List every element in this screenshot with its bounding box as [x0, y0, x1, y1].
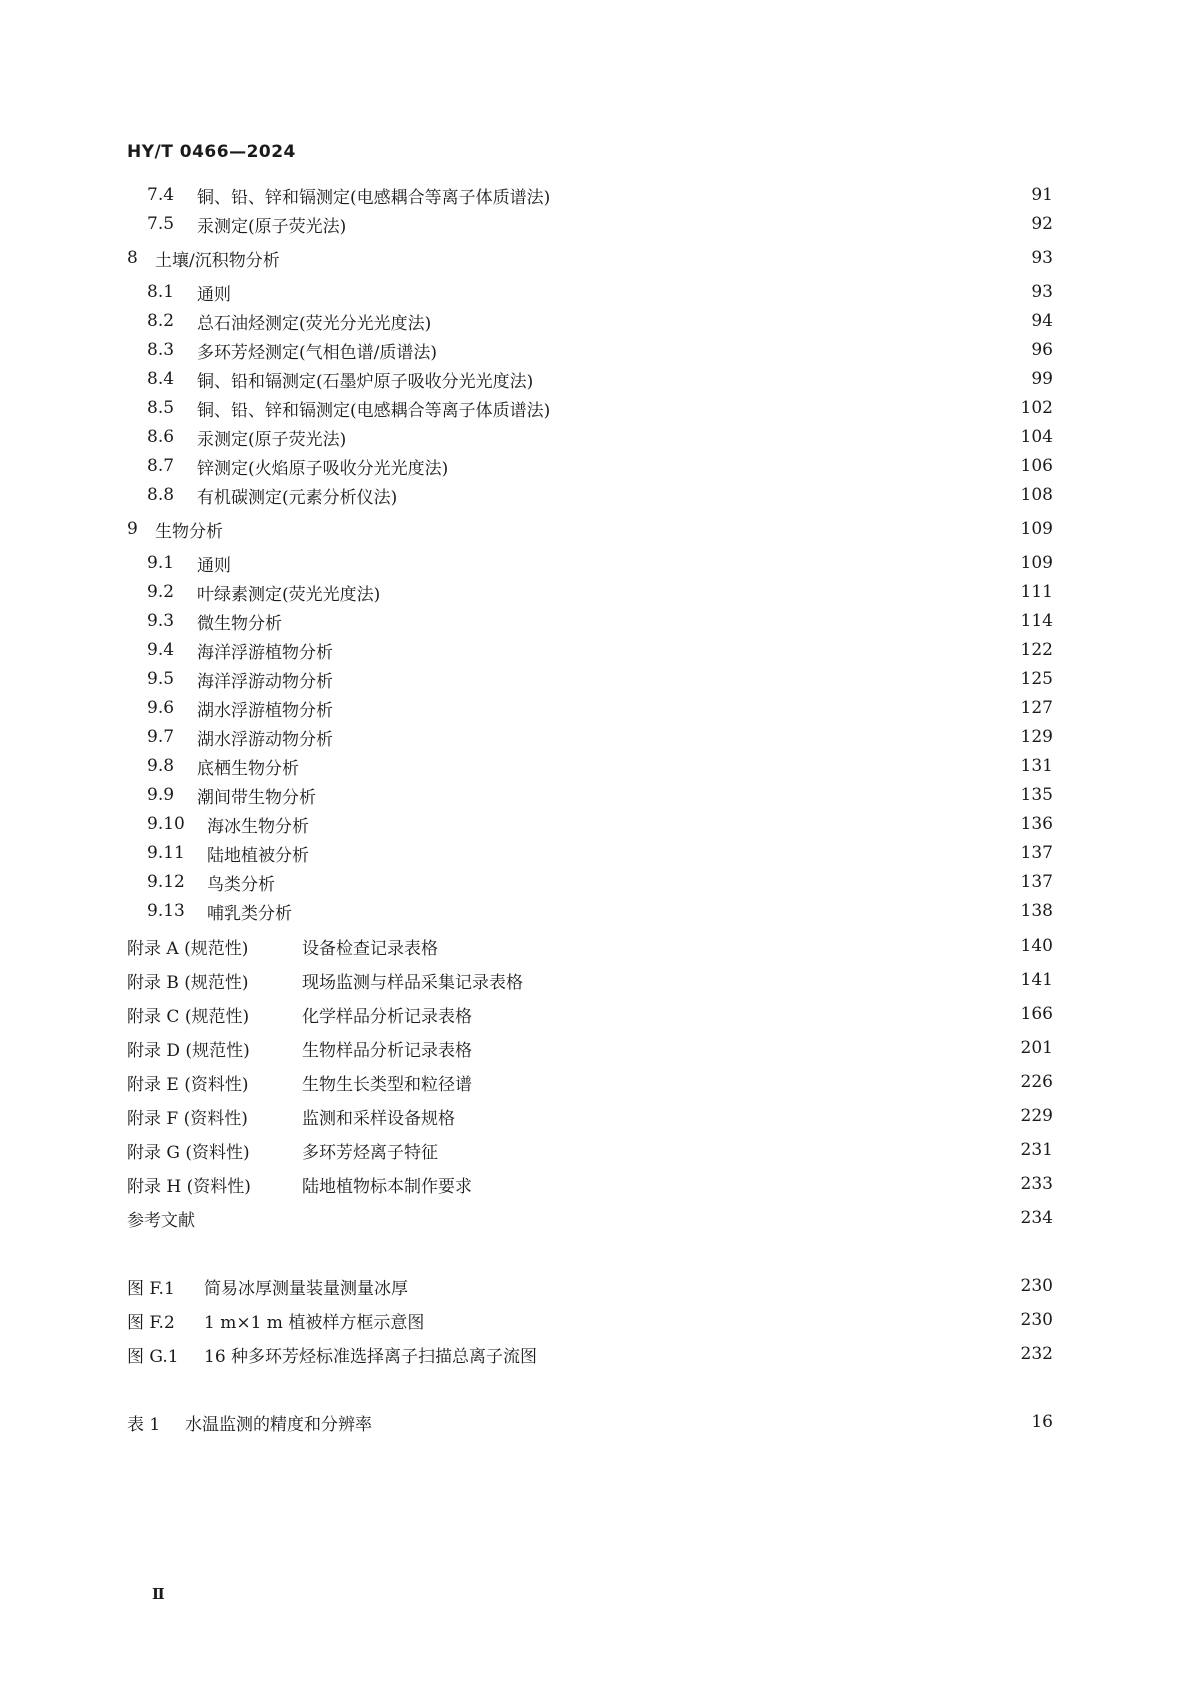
toc-figure-g1[interactable] — [127, 1342, 1053, 1366]
dot-leader — [380, 1410, 1017, 1434]
toc-entry-8-8[interactable] — [147, 483, 1053, 507]
page-number: 166 — [1020, 1004, 1053, 1024]
section-title: 湖水浮游动物分析 — [197, 729, 333, 750]
appendix-title: 现场监测与样品采集记录表格 — [302, 972, 523, 993]
page-number: 141 — [1020, 970, 1053, 990]
section-number: 8.4 — [147, 369, 175, 389]
section-number: 7.4 — [147, 185, 175, 205]
section-title: 底栖生物分析 — [197, 758, 299, 779]
page-number: 226 — [1020, 1072, 1053, 1092]
toc-entry-9-9[interactable] — [147, 783, 1053, 807]
section-title: 汞测定(原子荧光法) — [197, 216, 347, 237]
section-title: 海洋浮游植物分析 — [197, 642, 333, 663]
page-number: 93 — [1031, 248, 1053, 268]
page-number: 231 — [1020, 1140, 1053, 1160]
page-number: 201 — [1020, 1038, 1053, 1058]
section-number: 9.12 — [147, 872, 185, 892]
toc-entry-9-13[interactable] — [147, 899, 1053, 923]
section-title: 通则 — [197, 555, 231, 576]
toc-appendix-b[interactable] — [127, 968, 1053, 992]
dot-leader — [405, 483, 1014, 507]
section-title: 总石油烃测定(荧光分光光度法) — [197, 313, 432, 334]
dot-leader — [480, 1172, 1015, 1196]
section-title: 锌测定(火焰原子吸收分光光度法) — [197, 458, 449, 479]
dot-leader — [545, 1342, 1015, 1366]
section-title: 鸟类分析 — [207, 874, 275, 895]
page-number: 102 — [1020, 398, 1053, 418]
dot-leader — [307, 754, 1015, 778]
page-number: 229 — [1020, 1106, 1053, 1126]
section-number: 8.8 — [147, 485, 175, 505]
dot-leader — [283, 870, 1015, 894]
chapter-number: 9 — [127, 519, 138, 539]
dot-leader — [239, 280, 1017, 304]
toc-figure-f2[interactable] — [127, 1308, 1053, 1332]
appendix-title: 陆地植物标本制作要求 — [302, 1176, 472, 1197]
appendix-title: 监测和采样设备规格 — [302, 1108, 455, 1129]
section-title: 陆地植被分析 — [207, 845, 309, 866]
toc-appendix-h[interactable] — [127, 1172, 1053, 1196]
toc-appendix-f[interactable] — [127, 1104, 1053, 1128]
section-number: 7.5 — [147, 214, 175, 234]
dot-leader — [300, 899, 1015, 923]
page-number: 91 — [1031, 185, 1053, 205]
toc-appendix-e[interactable] — [127, 1070, 1053, 1094]
dot-leader — [432, 1308, 1014, 1332]
section-number: 8.6 — [147, 427, 175, 447]
section-title: 微生物分析 — [197, 613, 282, 634]
dot-leader — [239, 551, 1015, 575]
dot-leader — [288, 246, 1017, 270]
section-title: 海冰生物分析 — [207, 816, 309, 837]
page-number: 111 — [1020, 582, 1053, 602]
section-number: 9.6 — [147, 698, 175, 718]
section-title: 潮间带生物分析 — [197, 787, 316, 808]
page-number: 109 — [1020, 519, 1053, 539]
section-number: 8.5 — [147, 398, 175, 418]
toc-entry-9-4[interactable] — [147, 638, 1053, 662]
page-number: 234 — [1020, 1208, 1053, 1228]
section-number: 8.1 — [147, 282, 175, 302]
dot-leader — [456, 454, 1014, 478]
dot-leader — [558, 183, 1017, 207]
section-title: 叶绿素测定(荧光光度法) — [197, 584, 381, 605]
page-number: 137 — [1020, 872, 1053, 892]
toc-appendix-a[interactable] — [127, 934, 1053, 958]
toc-entry-8-2[interactable] — [147, 309, 1053, 333]
section-title: 铜、铅、锌和镉测定(电感耦合等离子体质谱法) — [197, 400, 551, 421]
page-number: 104 — [1020, 427, 1053, 447]
figure-title: 16 种多环芳烃标准选择离子扫描总离子流图 — [204, 1346, 538, 1367]
page-number: 99 — [1031, 369, 1053, 389]
toc-entry-9-6[interactable] — [147, 696, 1053, 720]
dot-leader — [324, 783, 1015, 807]
dot-leader — [203, 1206, 1015, 1230]
section-title: 通则 — [197, 284, 231, 305]
section-title: 铜、铅、锌和镉测定(电感耦合等离子体质谱法) — [197, 187, 551, 208]
toc-appendix-d[interactable] — [127, 1036, 1053, 1060]
section-number: 9.4 — [147, 640, 175, 660]
page-number: 94 — [1031, 311, 1053, 331]
appendix-title: 生物样品分析记录表格 — [302, 1040, 472, 1061]
page-number: 109 — [1020, 553, 1053, 573]
section-number: 9.11 — [147, 843, 185, 863]
appendix-title: 化学样品分析记录表格 — [302, 1006, 472, 1027]
page-number: 93 — [1031, 282, 1053, 302]
dot-leader — [416, 1274, 1015, 1298]
page-number: 108 — [1020, 485, 1053, 505]
dot-leader — [463, 1104, 1015, 1128]
dot-leader — [341, 725, 1015, 749]
page-number: 138 — [1020, 901, 1053, 921]
appendix-label: 附录 H (资料性) — [127, 1176, 251, 1197]
page-number: 106 — [1020, 456, 1053, 476]
toc-entry-7-4[interactable] — [147, 183, 1053, 207]
dot-leader — [558, 396, 1014, 420]
page-number: 129 — [1020, 727, 1053, 747]
references-title: 参考文献 — [127, 1210, 195, 1231]
page-number: 230 — [1020, 1276, 1053, 1296]
figure-title: 1 m×1 m 植被样方框示意图 — [204, 1312, 425, 1333]
toc-entry-8-7[interactable] — [147, 454, 1053, 478]
appendix-label: 附录 F (资料性) — [127, 1108, 248, 1129]
toc-entry-9-10[interactable] — [147, 812, 1053, 836]
document-code: HY/T 0466—2024 — [127, 142, 296, 162]
appendix-label: 附录 D (规范性) — [127, 1040, 250, 1061]
section-number: 9.2 — [147, 582, 175, 602]
section-title: 多环芳烃测定(气相色谱/质谱法) — [197, 342, 437, 363]
page-number: 135 — [1020, 785, 1053, 805]
section-number: 9.9 — [147, 785, 175, 805]
toc-entry-9-8[interactable] — [147, 754, 1053, 778]
section-title: 有机碳测定(元素分析仪法) — [197, 487, 398, 508]
table-label: 表 1 — [127, 1414, 161, 1435]
figure-title: 简易冰厚测量装量测量冰厚 — [204, 1278, 408, 1299]
section-number: 9.13 — [147, 901, 185, 921]
toc-entry-8-6[interactable] — [147, 425, 1053, 449]
section-number: 9.3 — [147, 611, 175, 631]
figure-label: 图 G.1 — [127, 1346, 179, 1367]
section-number: 8.7 — [147, 456, 175, 476]
dot-leader — [388, 580, 1014, 604]
section-number: 9.10 — [147, 814, 185, 834]
appendix-label: 附录 E (资料性) — [127, 1074, 249, 1095]
toc-entry-9-5[interactable] — [147, 667, 1053, 691]
page-number: 140 — [1020, 936, 1053, 956]
page-number: 96 — [1031, 340, 1053, 360]
toc-references[interactable] — [127, 1206, 1053, 1230]
dot-leader — [354, 212, 1017, 236]
page-number: 230 — [1020, 1310, 1053, 1330]
dot-leader — [531, 968, 1015, 992]
toc-appendix-g[interactable] — [127, 1138, 1053, 1162]
section-number: 8.3 — [147, 340, 175, 360]
page-number: 137 — [1020, 843, 1053, 863]
chapter-title: 生物分析 — [155, 521, 223, 542]
dot-leader — [541, 367, 1017, 391]
page-number: 92 — [1031, 214, 1053, 234]
page-number: 16 — [1031, 1412, 1053, 1432]
dot-leader — [317, 841, 1015, 865]
toc-entry-9-11[interactable] — [147, 841, 1053, 865]
page-number: 136 — [1020, 814, 1053, 834]
dot-leader — [290, 609, 1015, 633]
toc-entry-9-12[interactable] — [147, 870, 1053, 894]
toc-entry-9-7[interactable] — [147, 725, 1053, 749]
toc-chapter-9[interactable] — [127, 517, 1053, 541]
section-number: 9.1 — [147, 553, 175, 573]
appendix-title: 多环芳烃离子特征 — [302, 1142, 438, 1163]
section-number: 8.2 — [147, 311, 175, 331]
figure-label: 图 F.2 — [127, 1312, 175, 1333]
figure-label: 图 F.1 — [127, 1278, 175, 1299]
chapter-title: 土壤/沉积物分析 — [155, 250, 280, 271]
dot-leader — [354, 425, 1014, 449]
toc-table-1[interactable] — [127, 1410, 1053, 1434]
dot-leader — [446, 934, 1015, 958]
toc-figure-f1[interactable] — [127, 1274, 1053, 1298]
dot-leader — [317, 812, 1015, 836]
page-number: 233 — [1020, 1174, 1053, 1194]
section-title: 海洋浮游动物分析 — [197, 671, 333, 692]
chapter-number: 8 — [127, 248, 138, 268]
dot-leader — [341, 696, 1015, 720]
section-title: 湖水浮游植物分析 — [197, 700, 333, 721]
section-number: 9.7 — [147, 727, 175, 747]
appendix-title: 生物生长类型和粒径谱 — [302, 1074, 472, 1095]
dot-leader — [445, 338, 1017, 362]
dot-leader — [439, 309, 1017, 333]
toc-chapter-8[interactable] — [127, 246, 1053, 270]
page-number: 114 — [1020, 611, 1053, 631]
section-title: 哺乳类分析 — [207, 903, 292, 924]
dot-leader — [341, 638, 1015, 662]
toc-entry-8-3[interactable] — [147, 338, 1053, 362]
page-number: 122 — [1020, 640, 1053, 660]
toc-entry-8-5[interactable] — [147, 396, 1053, 420]
dot-leader — [446, 1138, 1015, 1162]
appendix-title: 设备检查记录表格 — [302, 938, 438, 959]
appendix-label: 附录 G (资料性) — [127, 1142, 250, 1163]
appendix-label: 附录 A (规范性) — [127, 938, 249, 959]
dot-leader — [231, 517, 1015, 541]
page-number: 125 — [1020, 669, 1053, 689]
section-title: 铜、铅和镉测定(石墨炉原子吸收分光光度法) — [197, 371, 534, 392]
appendix-label: 附录 C (规范性) — [127, 1006, 250, 1027]
page-number: 131 — [1020, 756, 1053, 776]
section-title: 汞测定(原子荧光法) — [197, 429, 347, 450]
appendix-label: 附录 B (规范性) — [127, 972, 249, 993]
page-footer-number: Ⅱ — [152, 1585, 165, 1603]
section-number: 9.8 — [147, 756, 175, 776]
dot-leader — [341, 667, 1015, 691]
page-number: 127 — [1020, 698, 1053, 718]
toc-entry-9-1[interactable] — [147, 551, 1053, 575]
toc-appendix-c[interactable] — [127, 1002, 1053, 1026]
table-title: 水温监测的精度和分辨率 — [185, 1414, 372, 1435]
toc-entry-7-5[interactable] — [147, 212, 1053, 236]
toc-entry-9-3[interactable] — [147, 609, 1053, 633]
toc-entry-8-4[interactable] — [147, 367, 1053, 391]
section-number: 9.5 — [147, 669, 175, 689]
dot-leader — [480, 1070, 1015, 1094]
toc-entry-9-2[interactable] — [147, 580, 1053, 604]
toc-entry-8-1[interactable] — [147, 280, 1053, 304]
dot-leader — [480, 1036, 1015, 1060]
page-number: 232 — [1020, 1344, 1053, 1364]
dot-leader — [480, 1002, 1015, 1026]
